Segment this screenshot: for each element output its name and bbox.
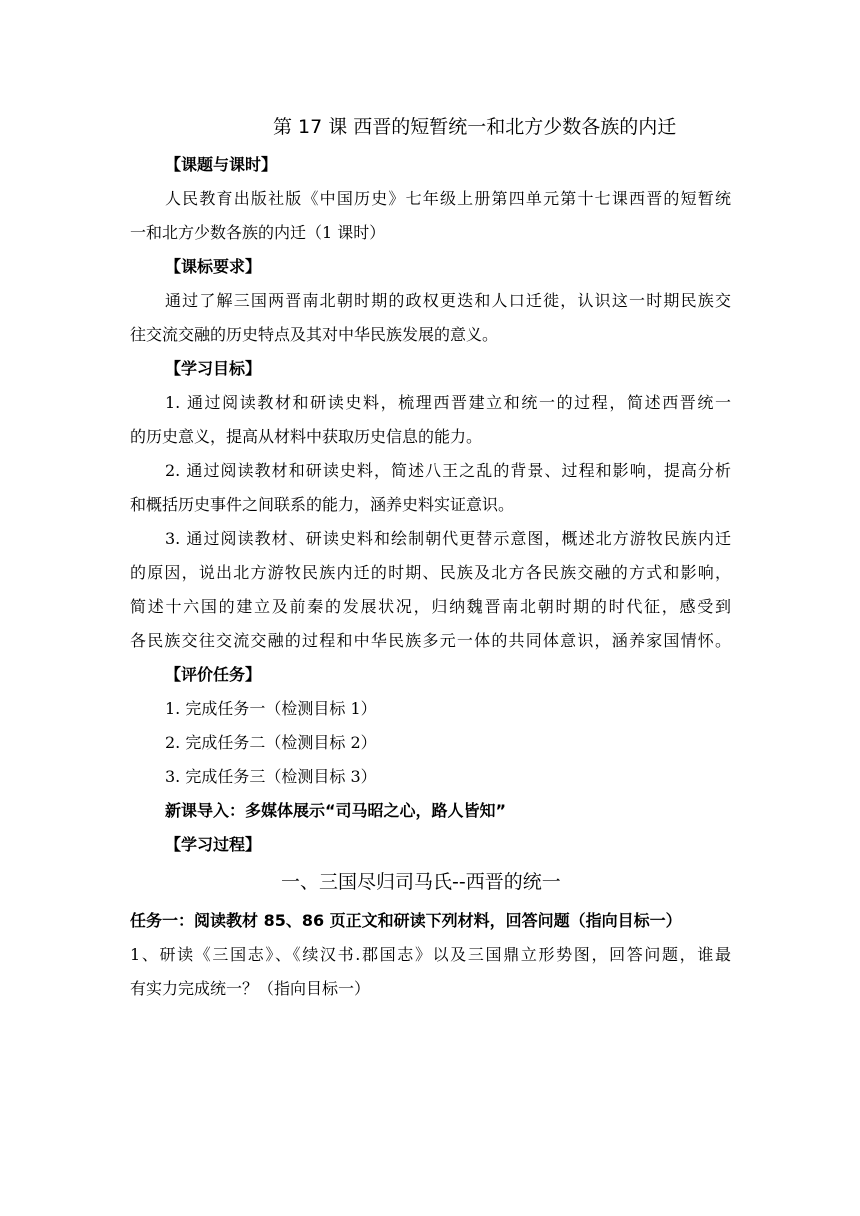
paragraph-line: 人民教育出版社版《中国历史》七年级上册第四单元第十七课西晋的短暂统 bbox=[165, 189, 731, 208]
goal-3-line: 的原因，说出北方游牧民族内迁的时期、民族及北方各民族交融的方式和影响， bbox=[130, 563, 731, 582]
lesson-title: 第 17 课 西晋的短暂统一和北方少数各族的内迁 bbox=[273, 116, 677, 138]
heading-topic: 【课题与课时】 bbox=[165, 155, 278, 174]
paragraph-line: 通过了解三国两晋南北朝时期的政权更迭和人口迁徙，认识这一时期民族交 bbox=[165, 291, 731, 310]
goal-3-line: 3. 通过阅读教材、研读史料和绘制朝代更替示意图，概述北方游牧民族内迁 bbox=[165, 529, 731, 548]
heading-goals: 【学习目标】 bbox=[165, 359, 262, 378]
goal-2-line: 和概括历史事件之间联系的能力，涵养史料实证意识。 bbox=[130, 495, 515, 514]
eval-item: 2. 完成任务二（检测目标 2） bbox=[165, 733, 377, 752]
eval-item: 1. 完成任务一（检测目标 1） bbox=[165, 699, 377, 718]
heading-evaluation: 【评价任务】 bbox=[165, 665, 262, 684]
paragraph-line: 一和北方少数各族的内迁（1 课时） bbox=[130, 223, 386, 242]
task-heading: 任务一：阅读教材 85、86 页正文和研读下列材料，回答问题（指向目标一） bbox=[130, 911, 682, 930]
eval-item: 3. 完成任务三（检测目标 3） bbox=[165, 767, 377, 786]
goal-2-line: 2. 通过阅读教材和研读史料，简述八王之乱的背景、过程和影响，提高分析 bbox=[165, 461, 731, 480]
goal-3-line: 各民族交往交流交融的过程和中华民族多元一体的共同体意识，涵养家国情怀。 bbox=[130, 631, 731, 650]
lesson-intro: 新课导入：多媒体展示“司马昭之心，路人皆知” bbox=[165, 801, 507, 820]
heading-standard: 【课标要求】 bbox=[165, 257, 262, 276]
goal-1-line: 的历史意义，提高从材料中获取历史信息的能力。 bbox=[130, 427, 483, 446]
goal-3-line: 简述十六国的建立及前秦的发展状况，归纳魏晋南北朝时期的时代征，感受到 bbox=[130, 597, 731, 616]
goal-1-line: 1. 通过阅读教材和研读史料，梳理西晋建立和统一的过程，简述西晋统一 bbox=[165, 393, 731, 412]
question-line: 有实力完成统一？（指向目标一） bbox=[130, 979, 371, 998]
paragraph-line: 往交流交融的历史特点及其对中华民族发展的意义。 bbox=[130, 325, 499, 344]
question-line: 1、研读《三国志》、《续汉书.郡国志》以及三国鼎立形势图，回答问题，谁最 bbox=[130, 945, 731, 964]
section-heading: 一、三国尽归司马氏--西晋的统一 bbox=[281, 871, 561, 893]
heading-process: 【学习过程】 bbox=[165, 835, 262, 854]
